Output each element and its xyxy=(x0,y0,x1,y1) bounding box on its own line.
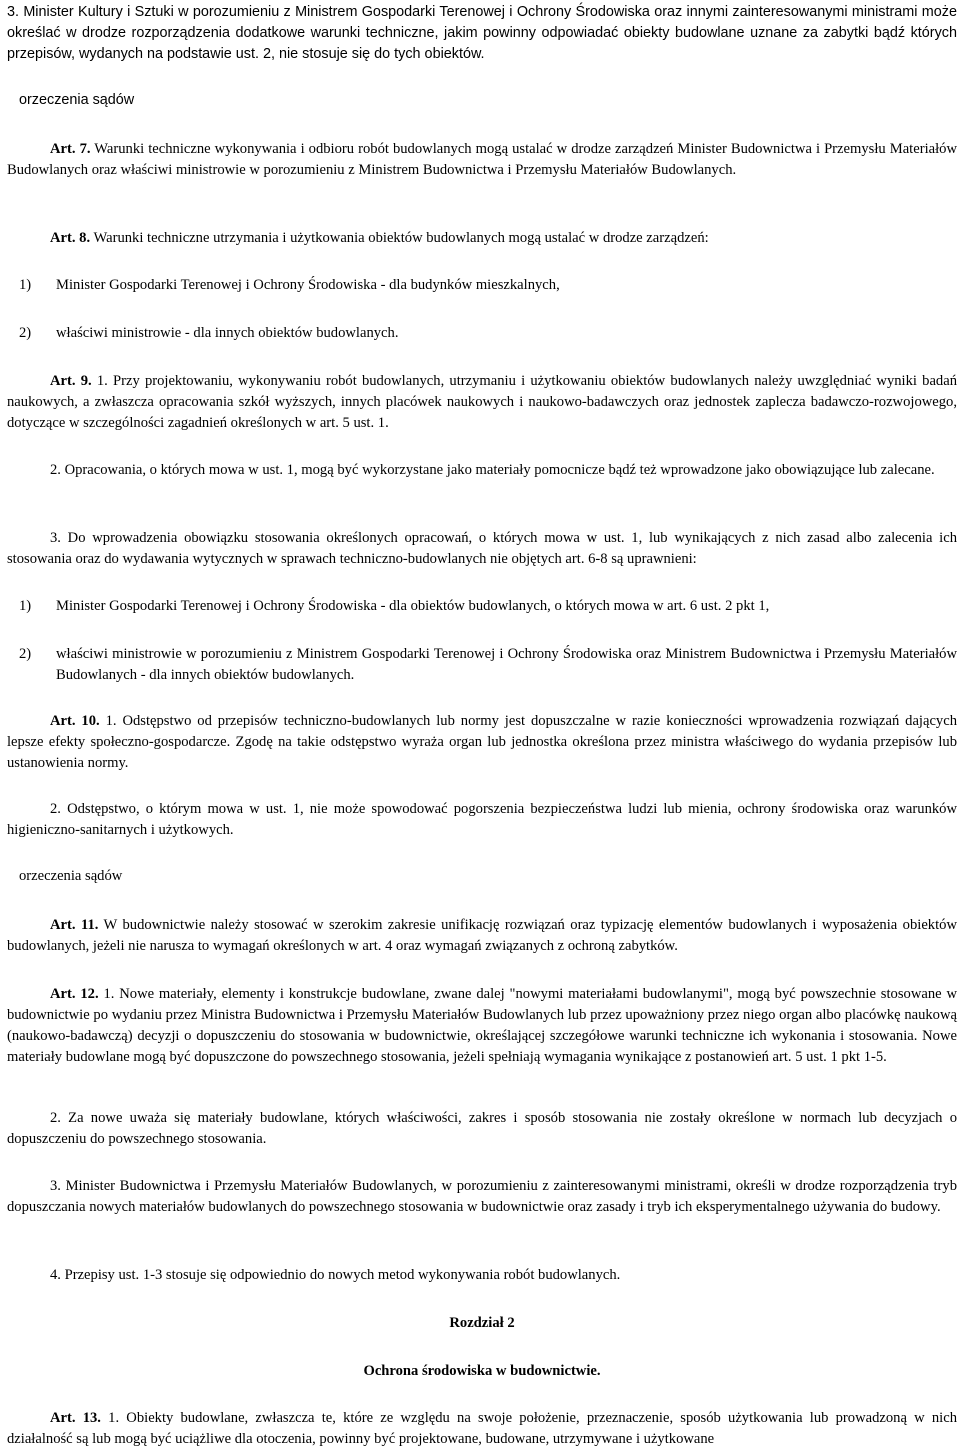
art-13-paragraph-1 xyxy=(7,1408,957,1450)
art-9-paragraph-3: 3. Do wprowadzenia obowiązku stosowania określonych opracowań, o których mowa w ust. 1, lub wynikających z nich zasad albo zalecenia ich stosowania oraz do wydawania wytycznych w sprawach techniczno-budowlanych nie objętych art. 6-8 są uprawnieni: xyxy=(7,530,957,567)
list-number: 1) xyxy=(19,598,32,614)
art-12-paragraph-3: 3. Minister Budownictwa i Przemysłu Materiałów Budowlanych, w porozumieniu z zainteresowanymi ministrami, określi w drodze rozporządzenia tryb dopuszczania nowych materiałów budowlanych do powszechnego stosowania w budownictwie oraz zasady i tryb ich eksperymentalnego używania do budowy. xyxy=(7,1178,957,1215)
art-10-paragraph-2: 2. Odstępstwo, o którym mowa w ust. 1, nie może spowodować pogorszenia bezpieczeństwa ludzi lub mienia, ochrony środowiska oraz warunków higieniczno-sanitarnych i użytkowych. xyxy=(7,801,957,838)
court-rulings-link[interactable]: orzeczenia sądów xyxy=(19,92,135,108)
court-rulings-link[interactable]: orzeczenia sądów xyxy=(19,868,123,884)
art-7-text: Warunki techniczne wykonywania i odbioru robót budowlanych mogą ustalać w drodze zarządzeń Minister Budownictwa i Przemysłu Materiałów Budowlanych oraz właściwi ministrowie w porozumieniu z Ministrem Budownictwa i Przemysłu Materiałów Budowlanych. xyxy=(7,141,957,178)
art-8-label: Art. 8. xyxy=(50,230,91,246)
art-13-label: Art. 13. xyxy=(50,1410,101,1426)
list-text: Minister Gospodarki Terenowej i Ochrony Środowiska - dla obiektów budowlanych, o których mowa w art. 6 ust. 2 pkt 1, xyxy=(56,598,770,614)
art-8-list-item xyxy=(7,275,957,296)
list-number: 1) xyxy=(19,277,32,293)
art-9-list-item xyxy=(7,644,957,686)
section-3-paragraph: 3. Minister Kultury i Sztuki w porozumieniu z Ministrem Gospodarki Terenowej i Ochrony Środowiska oraz innymi zainteresowanymi ministrami może określać w drodze rozporządzenia dodatkowe warunki techniczne, jakim powinny odpowiadać obiekty budowlane uznane za zabytki bądź których przepisów, wydanych na podstawie ust. 2, nie stosuje się do tych obiektów. xyxy=(7,4,957,62)
art-9-text: 1. Przy projektowaniu, wykonywaniu robót budowlanych, utrzymaniu i użytkowaniu obiektów budowlanych należy uwzględniać wyniki badań naukowych, a zwłaszcza opracowania szkół wyższych, innych placówek naukowych i naukowo-badawczych oraz jednostek zaplecza badawczo-rozwojowego, dotyczące w szczególności zagadnień określonych w art. 5 ust. 1. xyxy=(7,373,957,431)
list-text: Minister Gospodarki Terenowej i Ochrony Środowiska - dla budynków mieszkalnych, xyxy=(56,277,560,293)
chapter-title: Ochrona środowiska w budownictwie. xyxy=(363,1363,601,1379)
art-10-paragraph-1 xyxy=(7,711,957,774)
art-11-paragraph xyxy=(7,915,957,957)
art-13-text: 1. Obiekty budowlane, zwłaszcza te, które ze względu na swoje położenie, przeznaczenie, sposób użytkowania lub prowadzoną w nich działalność są lub mogą być uciążliwe dla otoczenia, powinny być projektowane, budowane, utrzymywane i użytkowane xyxy=(7,1410,957,1447)
art-10-text: 1. Odstępstwo od przepisów techniczno-budowlanych lub normy jest dopuszczalne w razie konieczności wprowadzenia rozwiązań dających lepsze efekty społeczno-gospodarcze. Zgodę na takie odstępstwo wyraża organ lub jednostka określona przez ministra właściwego do wydania przepisów lub ustanowienia normy. xyxy=(7,713,957,771)
art-8-paragraph xyxy=(7,228,957,249)
art-12-paragraph-1 xyxy=(7,984,957,1068)
art-12-paragraph-4: 4. Przepisy ust. 1-3 stosuje się odpowiednio do nowych metod wykonywania robót budowlanych. xyxy=(50,1267,621,1283)
list-number: 2) xyxy=(19,646,32,662)
art-8-text: Warunki techniczne utrzymania i użytkowania obiektów budowlanych mogą ustalać w drodze zarządzeń: xyxy=(90,230,709,246)
art-10-label: Art. 10. xyxy=(50,713,100,729)
list-number: 2) xyxy=(19,325,32,341)
art-11-label: Art. 11. xyxy=(50,917,99,933)
art-9-paragraph-2: 2. Opracowania, o których mowa w ust. 1, mogą być wykorzystane jako materiały pomocnicze bądź też wprowadzone jako obowiązujące lub zalecane. xyxy=(50,462,935,478)
art-8-list-item xyxy=(7,323,957,344)
art-12-label: Art. 12. xyxy=(50,986,99,1002)
art-12-paragraph-2: 2. Za nowe uważa się materiały budowlane, których właściwości, zakres i sposób stosowania nie zostały określone w normach lub decyzjach o dopuszczeniu do powszechnego stosowania. xyxy=(7,1110,957,1147)
art-7-paragraph xyxy=(7,139,957,181)
art-9-paragraph-1 xyxy=(7,371,957,434)
list-text: właściwi ministrowie - dla innych obiektów budowlanych. xyxy=(56,325,399,341)
art-12-text: 1. Nowe materiały, elementy i konstrukcje budowlane, zwane dalej "nowymi materiałami budowlanymi", mogą być powszechnie stosowane w budownictwie po wydaniu przez Ministra Budownictwa i Przemysłu Materiałów Budowlanych lub przez upoważniony przez niego organ albo placówkę naukową (naukowo-badawczą) decyzji o dopuszczeniu do stosowania w budownictwie, określającej szczegółowe warunki techniczne ich wykonania i stosowania. Nowe materiały budowlane mogą być dopuszczone do powszechnego stosowania, jeżeli spełniają wymagania wynikające z postanowień art. 5 ust. 1 pkt 1-5. xyxy=(7,986,957,1065)
chapter-number: Rozdział 2 xyxy=(449,1315,515,1331)
art-9-list-item xyxy=(7,596,957,617)
art-9-label: Art. 9. xyxy=(50,373,92,389)
art-7-label: Art. 7. xyxy=(50,141,91,157)
list-text: właściwi ministrowie w porozumieniu z Ministrem Gospodarki Terenowej i Ochrony Środowiska oraz Ministrem Budownictwa i Przemysłu Materiałów Budowlanych - dla innych obiektów budowlanych. xyxy=(56,646,957,683)
art-11-text: W budownictwie należy stosować w szerokim zakresie unifikację rozwiązań oraz typizację elementów budowlanych i wyposażenia obiektów budowlanych, jeżeli nie narusza to wymagań określonych w art. 4 oraz wymagań związanych z ochroną zabytków. xyxy=(7,917,957,954)
